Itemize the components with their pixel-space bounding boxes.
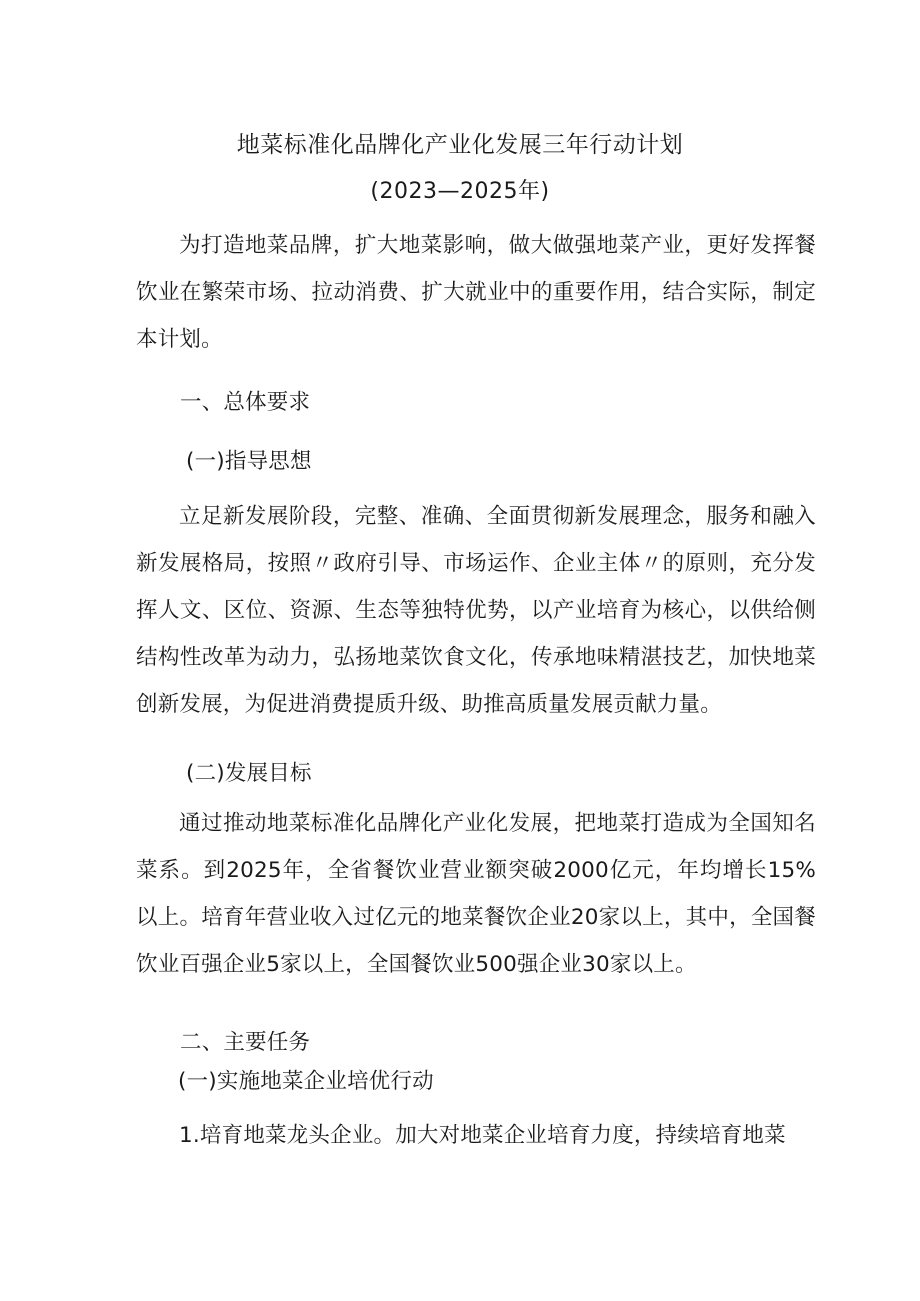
guiding-thought-paragraph: 立足新发展阶段，完整、准确、全面贯彻新发展理念，服务和融入新发展格局，按照〃政府引导、市场运作、企业主体〃的原则，充分发挥人文、区位、资源、生态等独特优势，以产业培育为核心，以供给侧结构性改革为动力，弘扬地菜饮食文化，传承地味精湛技艺，加快地菜创新发展，为促进消费提质升级、助推高质量发展贡献力量。 <box>136 504 816 717</box>
intro-paragraph: 为打造地菜品牌，扩大地菜影响，做大做强地菜产业，更好发挥餐饮业在繁荣市场、拉动消费、扩大就业中的重要作用，结合实际，制定本计划。 <box>136 233 816 352</box>
section2-heading: 二、主要任务 <box>180 1030 311 1055</box>
section1-sub2-heading: (二)发展目标 <box>186 761 312 786</box>
section1-sub1-heading: (一)指导思想 <box>186 449 312 474</box>
section2-sub1-heading: (一)实施地菜企业培优行动 <box>178 1069 434 1094</box>
document-period: (2023—2025年) <box>370 179 550 204</box>
development-goals-paragraph: 通过推动地菜标准化品牌化产业化发展，把地菜打造成为全国知名菜系。到2025年，全省餐饮业营业额突破2000亿元，年均增长15%以上。培育年营业收入过亿元的地菜餐饮企业20家以上，其中，全国餐饮业百强企业5家以上，全国餐饮业500强企业30家以上。 <box>136 811 816 977</box>
section1-heading: 一、总体要求 <box>180 390 311 415</box>
document-title: 地菜标准化品牌化产业化发展三年行动计划 <box>236 132 684 158</box>
task-item-1-paragraph: 1.培育地菜龙头企业。加大对地菜企业培育力度，持续培育地菜 <box>179 1123 786 1148</box>
